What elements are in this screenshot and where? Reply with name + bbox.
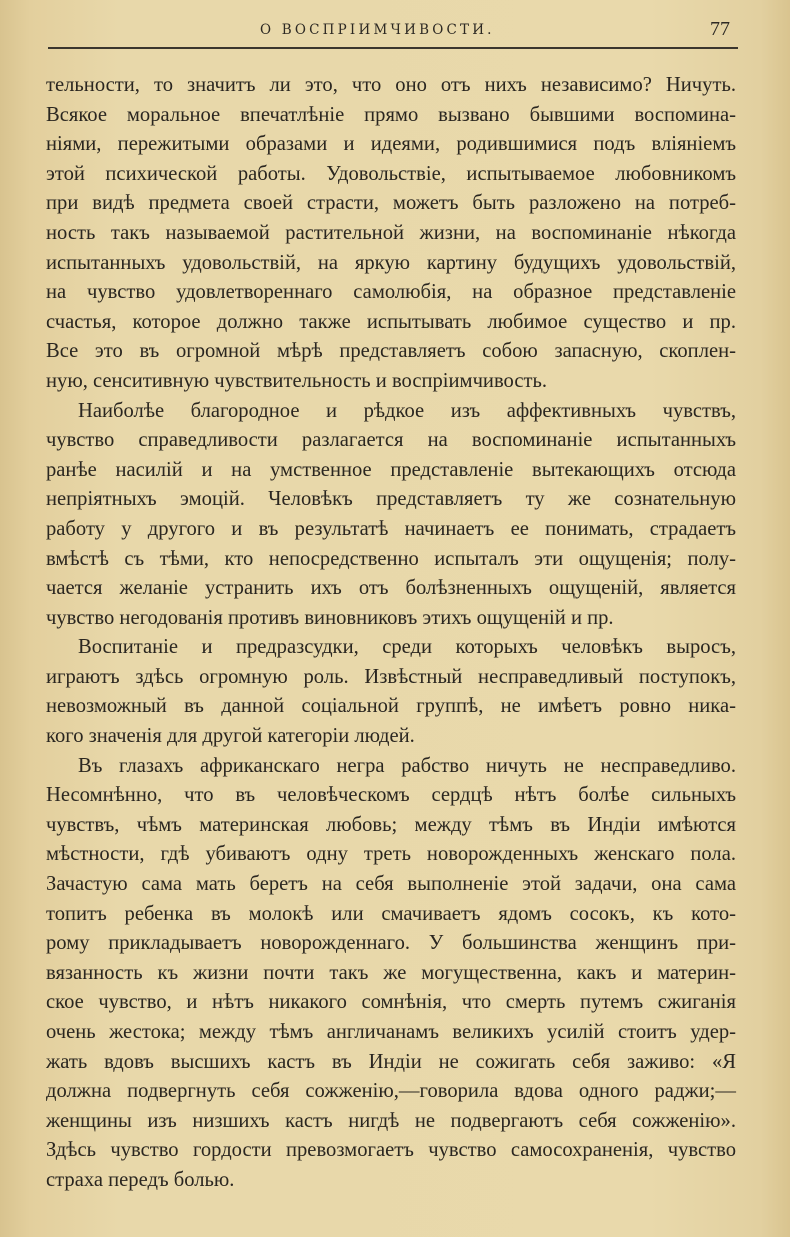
- text-line: чувство справедливости разлагается на воспоминаніе испытанныхъ: [46, 429, 736, 452]
- text-line: ніями, пережитыми образами и идеями, родившимися подъ вліяніемъ: [46, 133, 736, 156]
- text-line: играютъ здѣсь огромную роль. Извѣстный несправедливый поступокъ,: [46, 665, 736, 688]
- body-text: [46, 71, 736, 1196]
- text-line: работу у другого и въ результатѣ начинаетъ ее понимать, страдаетъ: [46, 517, 736, 540]
- text-line: рому прикладываетъ новорожденнаго. У большинства женщинъ при-: [46, 932, 736, 955]
- paragraph-first-line: Наиболѣе благородное и рѣдкое изъ аффективныхъ чувствъ,: [78, 399, 736, 422]
- text-line: Здѣсь чувство гордости превозмогаетъ чувство самосохраненія, чувство: [46, 1139, 736, 1162]
- text-line: Всякое моральное впечатлѣніе прямо вызвано бывшими воспомина-: [46, 103, 736, 126]
- text-line: ское чувство, и нѣтъ никакого сомнѣнія, что смерть путемъ сжиганія: [46, 991, 736, 1014]
- text-line: кого значенія для другой категоріи людей.: [46, 725, 415, 748]
- text-line: очень жестока; между тѣмъ англичанамъ великихъ усилій стоитъ удер-: [46, 1021, 736, 1043]
- text-line: чувство негодованія противъ виновниковъ этихъ ощущеній и пр.: [46, 606, 614, 629]
- running-title: О ВОСПРІИМЧИВОСТИ.: [260, 22, 495, 38]
- text-line: мѣстности, гдѣ убиваютъ одну треть новорожденныхъ женскаго пола.: [46, 843, 736, 866]
- text-line: вязанность къ жизни почти такъ же могущественна, какъ и материн-: [46, 961, 736, 984]
- text-line: вмѣстѣ съ тѣми, кто непосредственно испыталъ эти ощущенія; полу-: [46, 547, 736, 570]
- text-line: ную, сенситивную чувствительность и воспріимчивость.: [46, 369, 548, 392]
- text-line: Все это въ огромной мѣрѣ представляетъ собою запасную, скоплен-: [46, 340, 736, 363]
- text-line: должна подвергнуть себя сожженію,—говорила вдова одного раджи;—: [46, 1080, 736, 1103]
- text-line: счастья, которое должно также испытывать любимое существо и пр.: [46, 310, 736, 333]
- text-line: ность такъ называемой растительной жизни, на воспоминаніе нѣкогда: [46, 221, 736, 244]
- text-line: этой психической работы. Удовольствіе, испытываемое любовникомъ: [46, 162, 736, 185]
- text-line: испытанныхъ удовольствій, на яркую картину будущихъ удовольствій,: [46, 251, 736, 274]
- header-rule: [48, 47, 738, 49]
- text-line: женщины изъ низшихъ кастъ нигдѣ не подвергаютъ себя сожженію».: [46, 1109, 736, 1132]
- text-line: непріятныхъ эмоцій. Человѣкъ представляетъ ту же сознательную: [46, 488, 736, 511]
- text-line: при видѣ предмета своей страсти, можетъ быть разложено на потреб-: [46, 192, 736, 215]
- text-line: чувствъ, чѣмъ материнская любовь; между тѣмъ въ Индіи имѣются: [46, 813, 736, 836]
- text-line: на чувство удовлетвореннаго самолюбія, на образное представленіе: [46, 281, 736, 304]
- text-line: тельности, то значитъ ли это, что оно отъ нихъ независимо? Ничуть.: [46, 74, 736, 96]
- page-number: 77: [710, 18, 730, 40]
- text-line: ранѣе насилій и на умственное представленіе вытекающихъ отсюда: [46, 458, 736, 481]
- text-line: Зачастую сама мать беретъ на себя выполненіе этой задачи, она сама: [46, 873, 736, 896]
- page-header: [48, 16, 738, 46]
- text-line: жать вдовъ высшихъ кастъ въ Индіи не сожигать себя заживо: «Я: [46, 1050, 736, 1073]
- text-line: Несомнѣнно, что въ человѣческомъ сердцѣ нѣтъ болѣе сильныхъ: [46, 784, 736, 807]
- text-line: чается желаніе устранить ихъ отъ болѣзненныхъ ощущеній, является: [46, 577, 736, 600]
- text-line: страха передъ болью.: [46, 1168, 235, 1191]
- paragraph-first-line: Воспитаніе и предразсудки, среди которыхъ человѣкъ выросъ,: [78, 636, 736, 659]
- text-line: невозможный въ данной соціальной группѣ, не имѣетъ ровно ника-: [46, 695, 736, 718]
- text-line: топитъ ребенка въ молокѣ или смачиваетъ ядомъ сосокъ, къ кото-: [46, 902, 736, 925]
- paragraph-first-line: Въ глазахъ африканскаго негра рабство ничуть не несправедливо.: [78, 754, 736, 777]
